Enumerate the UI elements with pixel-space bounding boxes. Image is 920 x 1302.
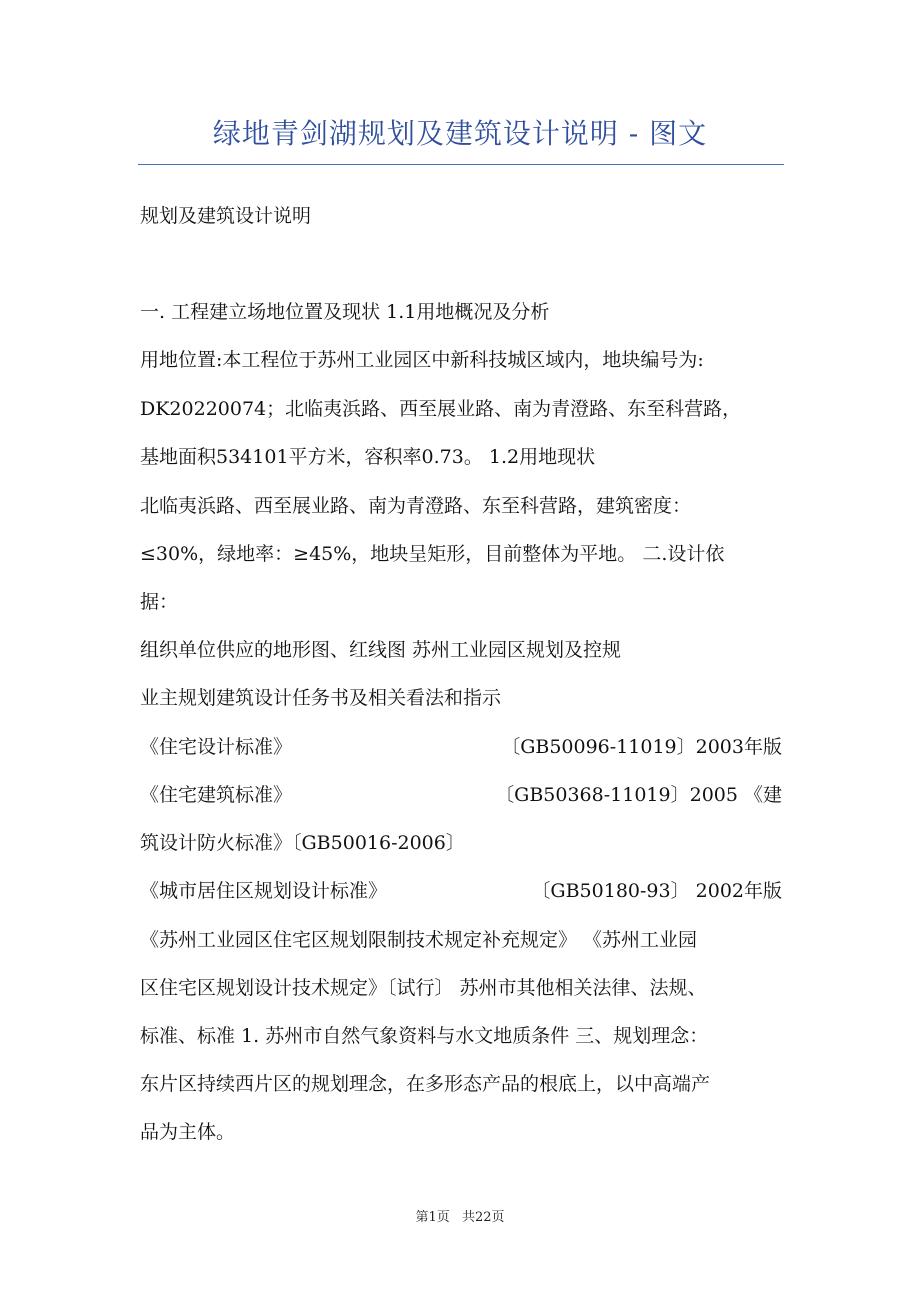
- standard-row: [140, 735, 782, 759]
- section-heading: 规划及建筑设计说明: [140, 205, 312, 227]
- paragraph-line: 业主规划建筑设计任务书及相关看法和指示: [140, 687, 502, 709]
- standard-code: 〔GB50096-11019〕2003年版: [501, 736, 782, 758]
- standard-name: 《住宅设计标准》: [140, 736, 293, 758]
- paragraph-line: 标准、标准 1. 苏州市自然气象资料与水文地质条件 三、规划理念：: [140, 1025, 709, 1047]
- page-number: 第1页: [415, 1210, 450, 1225]
- page-total: 共22页: [461, 1210, 505, 1225]
- paragraph-line: 据：: [140, 591, 179, 613]
- paragraph-line: 区住宅区规划设计技术规定》〔试行〕 苏州市其他相关法律、法规、: [140, 977, 707, 999]
- page-footer: [0, 1206, 920, 1225]
- paragraph-line: 一. 工程建立场地位置及现状 1.1用地概况及分析: [140, 301, 550, 323]
- paragraph-line: 北临夷浜路、西至展业路、南为青澄路、东至科营路，建筑密度：: [140, 495, 692, 517]
- paragraph-line: 《苏州工业园区住宅区规划限制技术规定补充规定》 《苏州工业园: [140, 929, 698, 951]
- paragraph-line: 筑设计防火标准》〔GB50016-2006〕: [140, 832, 465, 854]
- standard-row: [140, 879, 782, 903]
- paragraph-line: 东片区持续西片区的规划理念，在多形态产品的根底上，以中高端产: [140, 1073, 711, 1095]
- standard-name: 《住宅建筑标准》: [140, 784, 293, 806]
- paragraph-line: 用地位置:本工程位于苏州工业园区中新科技城区域内，地块编号为:: [140, 349, 704, 371]
- document-title: 绿地青剑湖规划及建筑设计说明 - 图文: [212, 117, 708, 150]
- standard-code: 〔GB50368-11019〕2005 《建: [495, 784, 782, 806]
- paragraph-line: DK20220074；北临夷浜路、西至展业路、南为青澄路、东至科营路，: [140, 398, 742, 420]
- standard-name: 《城市居住区规划设计标准》: [140, 880, 388, 902]
- paragraph-line: ≤30%，绿地率：≥45%，地块呈矩形，目前整体为平地。 二.设计依: [140, 543, 725, 565]
- paragraph-line: 品为主体。: [140, 1121, 236, 1143]
- standard-row: [140, 783, 782, 807]
- standard-code: 〔GB50180-93〕 2002年版: [531, 880, 782, 902]
- paragraph-line: 组织单位供应的地形图、红线图 苏州工业园区规划及控规: [140, 639, 622, 661]
- paragraph-line: 基地面积534101平方米，容积率0.73。 1.2用地现状: [140, 446, 596, 468]
- title-underline: [138, 164, 784, 165]
